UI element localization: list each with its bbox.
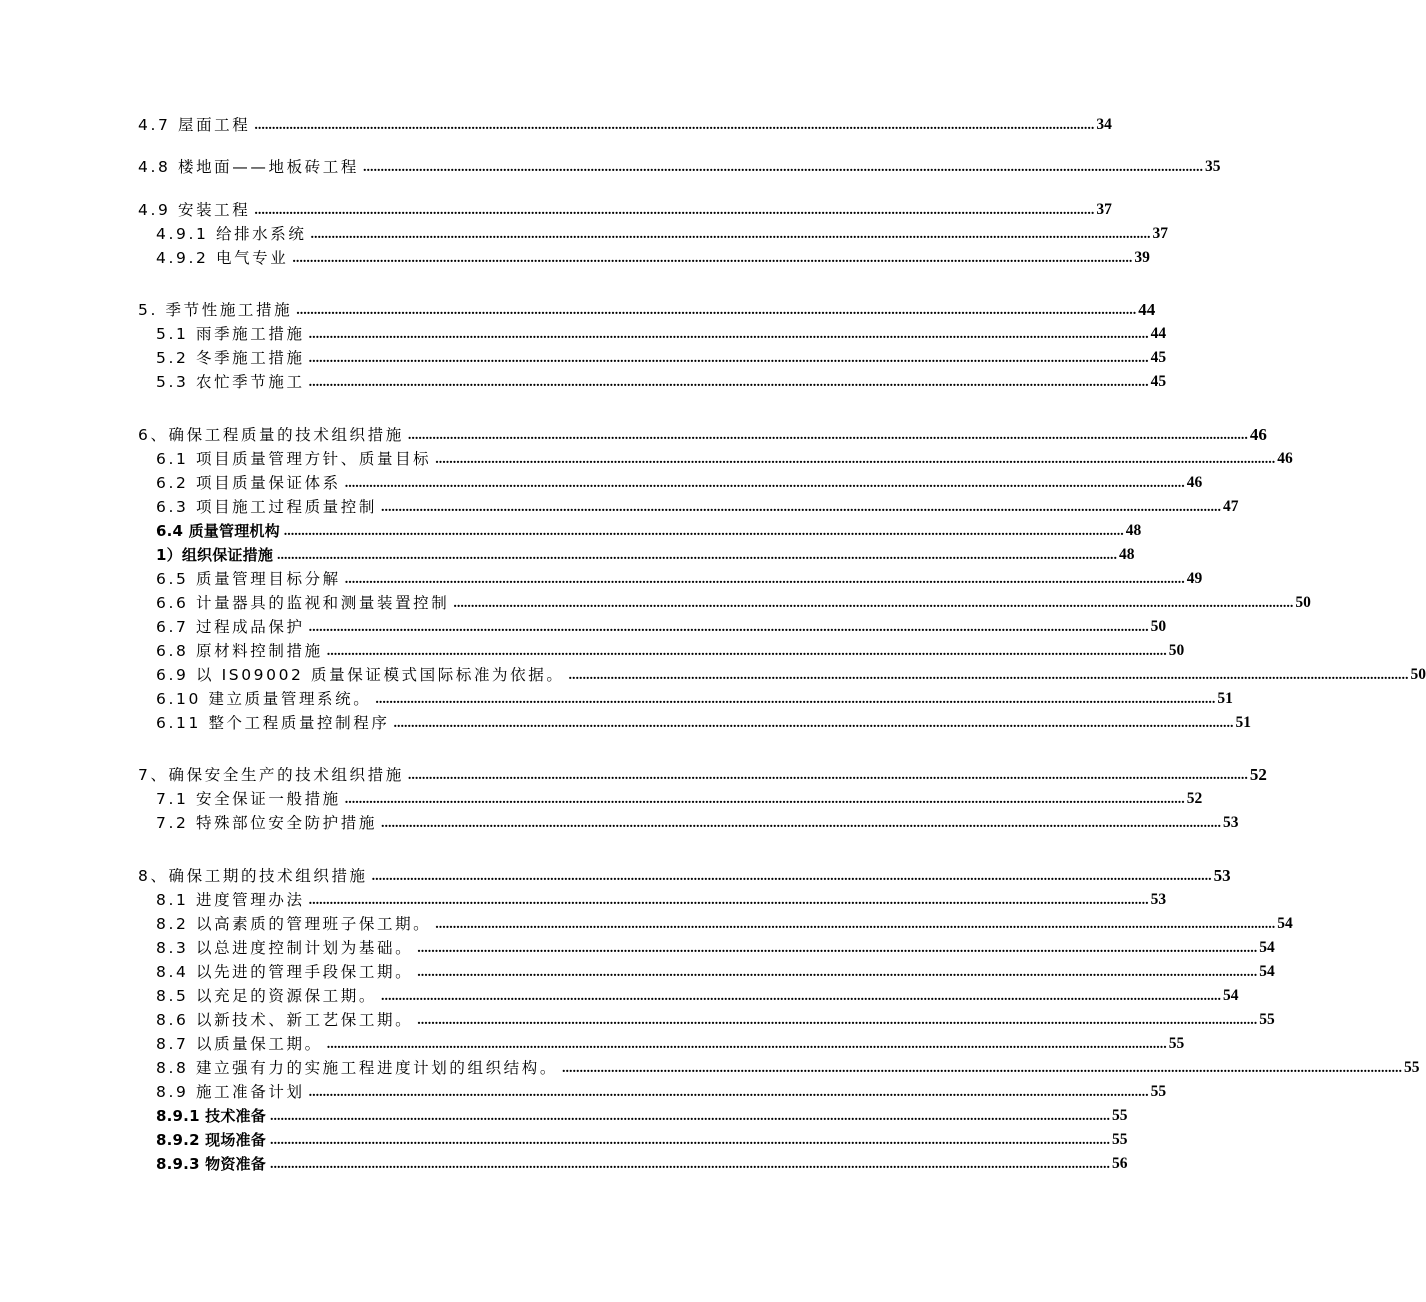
toc-row-page: 46: [1277, 450, 1293, 467]
toc-row-page: 54: [1259, 963, 1275, 980]
toc-row-label: 7.1 安全保证一般措施: [156, 790, 341, 808]
toc-row-page: 50: [1295, 594, 1311, 611]
toc-row: [0, 639, 1185, 661]
toc-row-label: 6.1 项目质量管理方针、质量目标: [156, 450, 432, 468]
toc-dot-leader: ................................................................................................................................................................................................................................................: [308, 375, 1149, 390]
toc-dot-leader: ................................................................................................................................................................................................................................................: [453, 596, 1294, 611]
toc-dot-leader: ................................................................................................................................................................................................................................................: [561, 1061, 1402, 1076]
toc-dot-leader: ................................................................................................................................................................................................................................................: [417, 941, 1258, 956]
toc-row-label: 6.9 以 IS09002 质量保证模式国际标准为依据。: [156, 666, 565, 684]
toc-row-page: 50: [1150, 618, 1167, 635]
toc-dot-leader: ................................................................................................................................................................................................................................................: [344, 572, 1185, 587]
toc-dot-leader: ................................................................................................................................................................................................................................................: [308, 620, 1149, 635]
toc-dot-leader: ................................................................................................................................................................................................................................................: [417, 1013, 1258, 1028]
toc-row-page: 52: [1249, 765, 1267, 784]
toc-dot-leader: ................................................................................................................................................................................................................................................: [269, 1109, 1110, 1124]
toc-dot-leader: ................................................................................................................................................................................................................................................: [407, 768, 1248, 783]
toc-row-label: 6.5 质量管理目标分解: [156, 570, 341, 588]
toc-row-page: 37: [1096, 201, 1112, 218]
toc-row-label: 7.2 特殊部位安全防护措施: [156, 814, 377, 832]
toc-row: [0, 1080, 1167, 1102]
toc-row: [0, 591, 1311, 613]
toc-row: [0, 543, 1135, 565]
toc-row-page: 51: [1217, 690, 1233, 707]
toc-row: [0, 298, 1156, 320]
toc-row-page: 48: [1125, 522, 1142, 539]
toc-row-label: 4.8 楼地面——地板砖工程: [138, 158, 359, 176]
toc-row: [0, 1008, 1275, 1030]
toc-row: [0, 687, 1233, 709]
toc-dot-leader: ................................................................................................................................................................................................................................................: [568, 668, 1409, 683]
toc-row: [0, 936, 1275, 958]
toc-row-label: 6.7 过程成品保护: [156, 618, 305, 636]
toc-row-label: 8.9.3 物资准备: [156, 1155, 266, 1173]
toc-row-label: 4.9.2 电气专业: [156, 249, 289, 267]
toc-row: [0, 984, 1239, 1006]
toc-row-label: 6.2 项目质量保证体系: [156, 474, 341, 492]
toc-row-page: 54: [1222, 987, 1239, 1004]
toc-row-label: 6.11 整个工程质量控制程序: [156, 714, 390, 732]
toc-row-page: 56: [1111, 1155, 1128, 1172]
toc-row-label: 8.4 以先进的管理手段保工期。: [156, 963, 414, 981]
toc-dot-leader: ................................................................................................................................................................................................................................................: [375, 692, 1216, 707]
toc-dot-leader: ................................................................................................................................................................................................................................................: [380, 500, 1221, 515]
toc-row-page: 53: [1150, 891, 1167, 908]
toc-row: [0, 1152, 1128, 1174]
toc-row: [0, 1104, 1128, 1126]
toc-row: [0, 864, 1231, 886]
toc-row: [0, 567, 1203, 589]
toc-dot-leader: ................................................................................................................................................................................................................................................: [326, 644, 1167, 659]
toc-row: [0, 960, 1275, 982]
toc-row-label: 6.3 项目施工过程质量控制: [156, 498, 377, 516]
toc-row-page: 50: [1168, 642, 1185, 659]
toc-row: [0, 322, 1167, 344]
toc-row-page: 35: [1204, 158, 1221, 175]
toc-dot-leader: ................................................................................................................................................................................................................................................: [371, 869, 1212, 884]
toc-dot-leader: ................................................................................................................................................................................................................................................: [277, 548, 1118, 563]
toc-row: [0, 711, 1251, 733]
toc-row-label: 6、确保工程质量的技术组织措施: [138, 426, 404, 444]
toc-row-label: 8.5 以充足的资源保工期。: [156, 987, 377, 1005]
toc-row-page: 37: [1152, 225, 1168, 242]
toc-row-page: 53: [1222, 814, 1239, 831]
toc-row-label: 8、确保工期的技术组织措施: [138, 867, 368, 885]
toc-row: [0, 346, 1167, 368]
toc-row-page: 52: [1186, 790, 1203, 807]
toc-row: [0, 519, 1142, 541]
toc-row-page: 46: [1186, 474, 1203, 491]
toc-row-page: 53: [1213, 866, 1231, 885]
toc-row-label: 8.6 以新技术、新工艺保工期。: [156, 1011, 414, 1029]
toc-row-page: 55: [1403, 1059, 1420, 1076]
toc-row-page: 45: [1150, 373, 1167, 390]
toc-dot-leader: ................................................................................................................................................................................................................................................: [308, 351, 1149, 366]
toc-row-page: 34: [1096, 116, 1112, 133]
toc-dot-leader: ................................................................................................................................................................................................................................................: [344, 476, 1185, 491]
toc-row-page: 55: [1259, 1011, 1275, 1028]
toc-row-page: 54: [1277, 915, 1293, 932]
toc-dot-leader: ................................................................................................................................................................................................................................................: [380, 989, 1221, 1004]
toc-row-page: 55: [1168, 1035, 1185, 1052]
toc-dot-leader: ................................................................................................................................................................................................................................................: [296, 303, 1137, 318]
toc-row: [0, 1032, 1185, 1054]
toc-row: [0, 370, 1167, 392]
toc-row: [0, 811, 1239, 833]
toc-dot-leader: ................................................................................................................................................................................................................................................: [254, 203, 1095, 218]
toc-row: [0, 155, 1221, 177]
toc-row: [0, 246, 1150, 268]
toc-row: [0, 912, 1293, 934]
toc-row-label: 6.6 计量器具的监视和测量装置控制: [156, 594, 450, 612]
toc-row-page: 55: [1111, 1131, 1128, 1148]
toc-row: [0, 471, 1203, 493]
toc-dot-leader: ................................................................................................................................................................................................................................................: [380, 816, 1221, 831]
toc-row-label: 6.4 质量管理机构: [156, 522, 280, 540]
toc-row-label: 6.8 原材料控制措施: [156, 642, 323, 660]
toc-row-page: 44: [1138, 300, 1156, 319]
toc-row-label: 5. 季节性施工措施: [138, 301, 293, 319]
toc-row-label: 7、确保安全生产的技术组织措施: [138, 766, 404, 784]
toc-row-page: 47: [1222, 498, 1239, 515]
toc-row-page: 39: [1134, 249, 1150, 266]
toc-row-label: 8.9 施工准备计划: [156, 1083, 305, 1101]
toc-row-label: 4.7 屋面工程: [138, 116, 251, 134]
toc-row-label: 8.9.2 现场准备: [156, 1131, 266, 1149]
toc-dot-leader: ................................................................................................................................................................................................................................................: [344, 792, 1185, 807]
toc-row: [0, 1128, 1128, 1150]
toc-row-label: 5.3 农忙季节施工: [156, 373, 305, 391]
toc-dot-leader: ................................................................................................................................................................................................................................................: [254, 118, 1095, 133]
toc-dot-leader: ................................................................................................................................................................................................................................................: [435, 452, 1276, 467]
toc-row-label: 8.9.1 技术准备: [156, 1107, 266, 1125]
toc-row-label: 8.1 进度管理办法: [156, 891, 305, 909]
toc-dot-leader: ................................................................................................................................................................................................................................................: [283, 524, 1124, 539]
toc-dot-leader: ................................................................................................................................................................................................................................................: [269, 1133, 1110, 1148]
toc-row: [0, 222, 1168, 244]
toc-row: [0, 423, 1267, 445]
toc-row-label: 8.2 以高素质的管理班子保工期。: [156, 915, 432, 933]
toc-row-page: 46: [1249, 425, 1267, 444]
toc-dot-leader: ................................................................................................................................................................................................................................................: [292, 251, 1133, 266]
toc-row-label: 8.3 以总进度控制计划为基础。: [156, 939, 414, 957]
toc-row-label: 8.8 建立强有力的实施工程进度计划的组织结构。: [156, 1059, 558, 1077]
toc-dot-leader: ................................................................................................................................................................................................................................................: [308, 327, 1149, 342]
toc-row: [0, 663, 1426, 685]
toc-row-page: 45: [1150, 349, 1167, 366]
toc-row-label: 4.9 安装工程: [138, 201, 251, 219]
toc-dot-leader: ................................................................................................................................................................................................................................................: [308, 893, 1149, 908]
toc-dot-leader: ................................................................................................................................................................................................................................................: [310, 227, 1151, 242]
toc-dot-leader: ................................................................................................................................................................................................................................................: [435, 917, 1276, 932]
toc-row-label: 5.1 雨季施工措施: [156, 325, 305, 343]
toc-row: [0, 888, 1167, 910]
toc-row: [0, 495, 1239, 517]
toc-row: [0, 615, 1167, 637]
toc-row: [0, 763, 1267, 785]
toc-row-page: 49: [1186, 570, 1203, 587]
toc-dot-leader: ................................................................................................................................................................................................................................................: [362, 160, 1203, 175]
toc-row-page: 55: [1150, 1083, 1167, 1100]
toc-row-page: 48: [1119, 546, 1135, 563]
toc-row-page: 55: [1111, 1107, 1128, 1124]
toc-dot-leader: ................................................................................................................................................................................................................................................: [407, 428, 1248, 443]
toc-row-label: 1）组织保证措施: [156, 546, 274, 564]
toc-row-label: 4.9.1 给排水系统: [156, 225, 307, 243]
toc-row-label: 5.2 冬季施工措施: [156, 349, 305, 367]
toc-dot-leader: ................................................................................................................................................................................................................................................: [308, 1085, 1149, 1100]
toc-row-page: 50: [1410, 666, 1426, 683]
toc-row: [0, 787, 1203, 809]
toc-row-label: 8.7 以质量保工期。: [156, 1035, 323, 1053]
toc-row-label: 6.10 建立质量管理系统。: [156, 690, 372, 708]
toc-row-page: 44: [1150, 325, 1167, 342]
toc-row-page: 51: [1235, 714, 1251, 731]
toc-row-page: 54: [1259, 939, 1275, 956]
toc-row: [0, 1056, 1420, 1078]
toc-dot-leader: ................................................................................................................................................................................................................................................: [326, 1037, 1167, 1052]
toc-dot-leader: ................................................................................................................................................................................................................................................: [393, 716, 1234, 731]
toc-dot-leader: ................................................................................................................................................................................................................................................: [269, 1157, 1110, 1172]
toc-dot-leader: ................................................................................................................................................................................................................................................: [417, 965, 1258, 980]
toc-row: [0, 198, 1112, 220]
toc-row: [0, 447, 1293, 469]
toc-row: [0, 113, 1112, 135]
